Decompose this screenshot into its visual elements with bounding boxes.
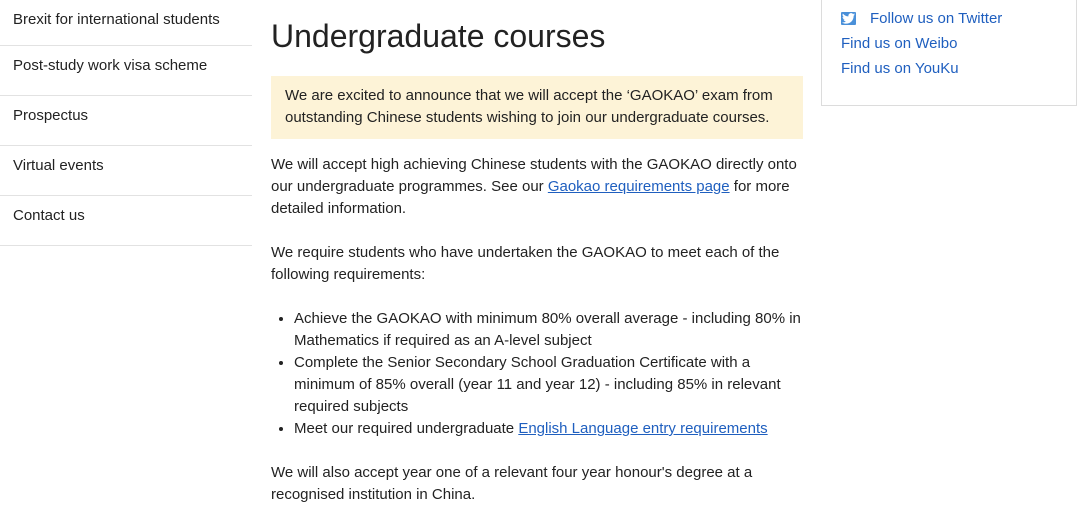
sidebar-item-brexit[interactable]: Brexit for international students (0, 0, 252, 46)
social-links-box (821, 0, 1077, 106)
announcement-notice: We are excited to announce that we will accept the ‘GAOKAO’ exam from outstanding Chinese students wishing to join our undergraduate courses. (271, 76, 803, 139)
english-language-requirements-link[interactable]: English Language entry requirements (518, 420, 768, 437)
list-item: • Achieve the GAOKAO with minimum 80% overall average - including 80% in Mathematics if required as an A-level subject (294, 308, 803, 352)
youku-link[interactable]: Find us on YouKu (841, 60, 959, 77)
list-item: • Complete the Senior Secondary School Graduation Certificate with a minimum of 85% overall (year 11 and year 12) - including 85% in relevant required subjects (294, 352, 803, 418)
list-item (294, 418, 803, 440)
page-title: Undergraduate courses (271, 18, 606, 54)
sidebar-item-post-study-visa[interactable]: Post-study work visa scheme (0, 46, 252, 96)
twitter-icon (841, 12, 856, 25)
intro-paragraph (271, 154, 803, 220)
sidebar-item-contact-us[interactable]: Contact us (0, 196, 252, 246)
twitter-link[interactable] (841, 6, 1076, 31)
gaokao-requirements-link[interactable]: Gaokao requirements page (547, 178, 730, 195)
sidebar-item-virtual-events[interactable]: Virtual events (0, 146, 252, 196)
twitter-link-label: Follow us on Twitter (870, 10, 1003, 27)
intro-text-after: for more detailed information. (271, 178, 790, 217)
sidebar-item-prospectus[interactable]: Prospectus (0, 96, 252, 146)
intro-text-before: We will accept high achieving Chinese students with the GAOKAO directly onto our undergraduate programmes. See our (271, 156, 797, 195)
list-item-text: Meet our required undergraduate (294, 420, 519, 437)
weibo-link[interactable]: Find us on Weibo (841, 35, 958, 52)
requirements-intro: We require students who have undertaken the GAOKAO to meet each of the following requirements: (271, 244, 780, 283)
requirements-list (271, 308, 803, 440)
main-content (271, 0, 803, 506)
degree-paragraph: We will also accept year one of a relevant four year honour's degree at a recognised institution in China. (271, 464, 753, 503)
sidebar-nav (0, 0, 252, 246)
